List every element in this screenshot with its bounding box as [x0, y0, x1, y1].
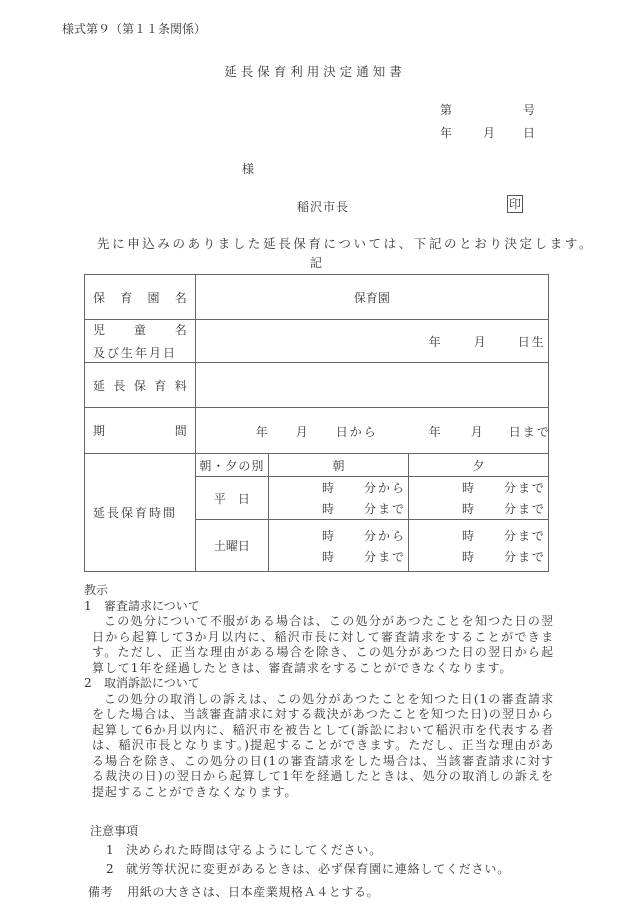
period-to-month: 月	[470, 424, 483, 439]
nursery-label	[85, 275, 196, 320]
hour-unit: 時	[321, 481, 334, 495]
birth-day: 日生	[517, 335, 546, 349]
am-pm-header: 朝・夕の別	[195, 454, 268, 477]
hour-unit: 時	[321, 528, 334, 543]
addressee-suffix: 様	[242, 162, 255, 176]
morning-header: 朝	[269, 454, 409, 477]
doc-number-prefix: 第	[440, 103, 453, 117]
section-title: 審査請求について	[104, 598, 200, 613]
period-from-month: 月	[295, 424, 308, 439]
row-period	[85, 408, 549, 454]
item-text: 決められた時間は守るようにしてください。	[126, 843, 383, 857]
row-hours-header	[85, 454, 549, 477]
date-month: 月	[483, 126, 496, 140]
child-label	[85, 320, 196, 363]
instructions-heading: 教示	[84, 583, 109, 597]
minute-until: 分まで	[503, 528, 546, 543]
decision-table	[84, 274, 549, 572]
minute-from: 分から	[363, 481, 406, 495]
label-char: 間	[174, 424, 187, 438]
caution-item	[90, 860, 510, 879]
weekday-evening[interactable]	[408, 477, 548, 520]
hours-label: 延長保育時間	[85, 454, 196, 572]
section-2-body: この処分の取消しの訴えは、この処分があつたことを知つた日(1の審査請求をした場合は、当該審査請求に対する裁決があつたことを知つた日)の翌日から起算して6か月以内に、稲沢市を被告として(訴訟において稲沢市を代表する者は、稲沢市長となります。)提起することができます。ただし、正当な理由がある場合を除き、この処分の日(1の審査請求をした場合は、当該審査請求に対する裁決の日)の翌日から起算して1年を経過したときは、処分の取消しの訴えを提起することができなくなります。	[92, 691, 554, 799]
section-number: 1	[84, 598, 92, 613]
fee-label	[85, 363, 196, 408]
nursery-value[interactable]: 保育園	[195, 275, 548, 320]
minute-until: 分まで	[503, 481, 546, 495]
period-to-day: 日まで	[508, 424, 551, 439]
period-value[interactable]	[195, 408, 551, 454]
period-to-year: 年	[428, 424, 441, 439]
saturday-evening[interactable]	[408, 520, 548, 572]
hour-unit: 時	[461, 549, 474, 564]
hour-unit: 時	[321, 549, 334, 564]
birth-year: 年	[428, 335, 441, 349]
label-char: 延	[93, 378, 106, 393]
label-char: 童	[133, 323, 146, 337]
ki-heading: 記	[310, 256, 323, 270]
saturday-label: 土曜日	[195, 520, 268, 572]
section-title: 取消訴訟について	[104, 676, 200, 690]
hour-unit: 時	[321, 502, 334, 516]
remark-label: 備考	[88, 885, 114, 899]
document-title: 延長保育利用決定通知書	[224, 64, 406, 79]
label-char: 料	[174, 378, 187, 393]
issuer: 稲沢市長	[297, 200, 350, 214]
saturday-morning[interactable]	[269, 520, 409, 572]
item-number: 1	[106, 843, 115, 857]
minute-until: 分まで	[363, 549, 406, 564]
weekday-morning[interactable]	[269, 477, 409, 520]
hour-unit: 時	[461, 502, 474, 516]
label-char: 長	[113, 378, 126, 393]
label-char: 期	[93, 424, 106, 438]
fee-value[interactable]	[195, 363, 548, 408]
caution-section	[90, 822, 510, 879]
section-number: 2	[84, 676, 92, 690]
minute-from: 分から	[363, 528, 406, 543]
label-char: 保	[93, 290, 106, 305]
period-from-year: 年	[255, 424, 268, 439]
row-nursery	[85, 275, 549, 320]
label-char: 育	[154, 378, 167, 393]
birth-month: 月	[473, 335, 486, 349]
label-char: 保	[133, 378, 146, 393]
minute-until: 分まで	[363, 502, 406, 516]
hour-unit: 時	[461, 528, 474, 543]
label-char: 名	[174, 323, 187, 337]
row-child	[85, 320, 549, 363]
item-number: 2	[106, 862, 115, 876]
label-char: 児	[93, 323, 106, 337]
row-fee	[85, 363, 549, 408]
date-day: 日	[523, 126, 536, 140]
instructions	[84, 583, 554, 800]
minute-until: 分まで	[503, 549, 546, 564]
caution-heading: 注意事項	[90, 824, 139, 838]
section-2-title	[84, 676, 554, 692]
remark	[88, 883, 379, 900]
intro-text: 先に申込みのありました延長保育については、下記のとおり決定します。	[97, 236, 595, 251]
form-number: 様式第９（第１１条関係）	[62, 22, 207, 36]
section-1-title	[84, 599, 554, 615]
label-char: 園	[147, 290, 160, 305]
weekday-label: 平 日	[195, 477, 268, 520]
item-text: 就労等状況に変更があるときは、必ず保育園に連絡してください。	[126, 862, 511, 876]
child-value[interactable]	[195, 320, 548, 363]
period-label	[85, 408, 196, 454]
period-from-day: 日から	[335, 424, 378, 439]
date-year: 年	[440, 126, 453, 140]
section-1-body: この処分について不服がある場合は、この処分があつたことを知つた日の翌日から起算して3か月以内に、稲沢市長に対して審査請求をすることができます。ただし、正当な理由がある場合を除き、この処分があつた日の翌日から起算して1年を経過したときは、審査請求をすることができなくなります。	[92, 614, 554, 675]
evening-header: 夕	[408, 454, 548, 477]
label-char: 名	[174, 290, 187, 305]
child-label-line2: 及び生年月日	[93, 346, 178, 360]
label-char: 育	[120, 290, 133, 305]
hour-unit: 時	[461, 481, 474, 495]
minute-until: 分まで	[503, 502, 546, 516]
remark-text: 用紙の大きさは、日本産業規格Ａ４とする。	[127, 885, 380, 899]
caution-item	[90, 841, 510, 860]
doc-number-suffix: 号	[523, 103, 536, 117]
seal-mark: 印	[509, 197, 522, 211]
